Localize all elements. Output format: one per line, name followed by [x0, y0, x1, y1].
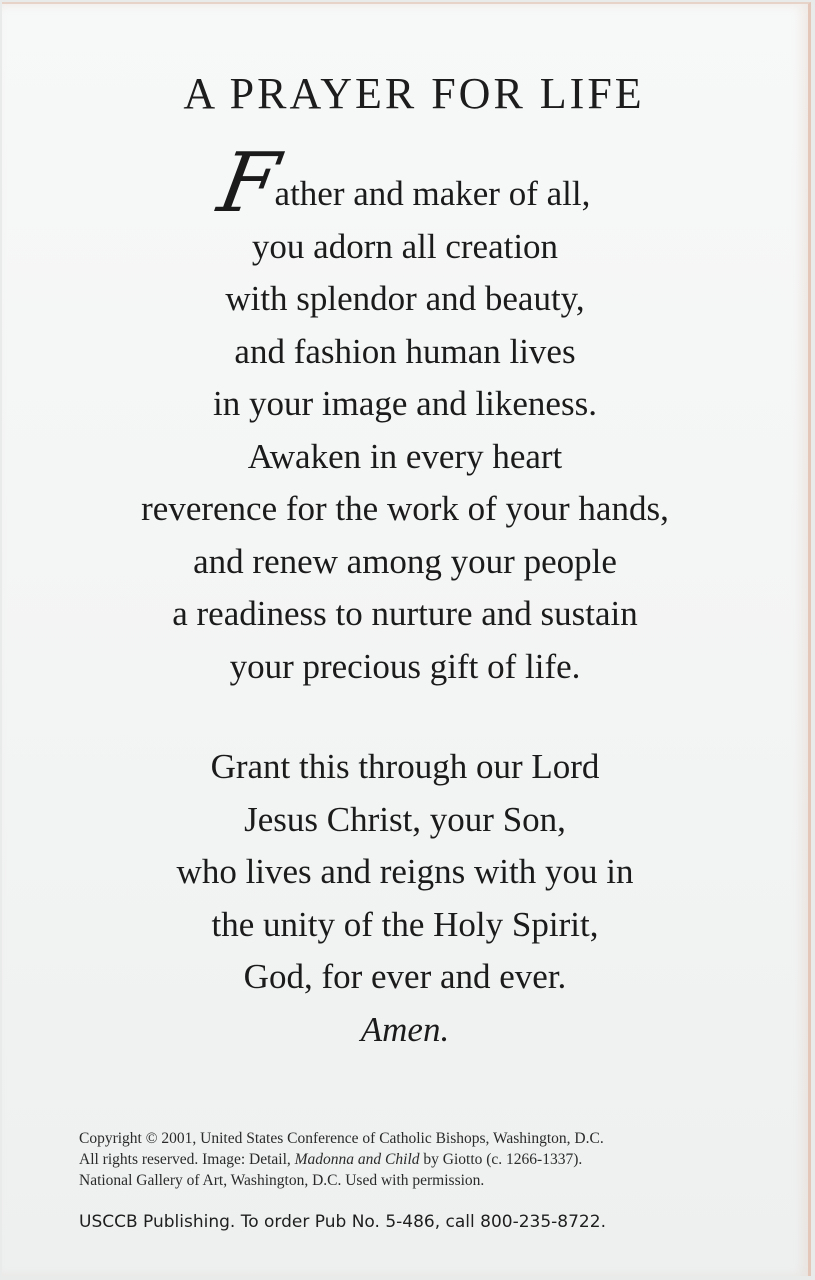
prayer-line: the unity of the Holy Spirit,: [211, 904, 599, 944]
page-title: A PRAYER FOR LIFE: [183, 69, 645, 118]
rights-line: [79, 1149, 768, 1170]
prayer-line: a readiness to nurture and sustain: [172, 594, 638, 633]
prayer-line: and fashion human lives: [234, 331, 576, 371]
prayer-line: your precious gift of life.: [229, 646, 581, 686]
prayer-line: Jesus Christ, your Son,: [244, 799, 566, 839]
prayer-line: in your image and likeness.: [213, 384, 597, 423]
prayer-line: who lives and reigns with you in: [176, 852, 634, 891]
prayer-line: God, for ever and ever.: [243, 957, 567, 996]
prayer-line: reverence for the work of your hands,: [141, 489, 669, 528]
artwork-title: Madonna and Child: [294, 1151, 420, 1168]
prayer-line: Grant this through our Lord: [210, 747, 600, 786]
first-line-text: ather and maker of all,: [274, 174, 591, 213]
prayer-line: you adorn all creation: [251, 226, 559, 266]
rights-text: All rights reserved. Image: Detail,: [79, 1151, 295, 1168]
copyright-notice: [79, 1128, 768, 1191]
drop-cap: F: [211, 136, 285, 231]
prayer-stanza-1: [2, 136, 808, 693]
prayer-line: with splendor and beauty,: [225, 279, 585, 318]
gallery-line: National Gallery of Art, Washington, D.C. Used with permission.: [79, 1172, 485, 1189]
copyright-line: Copyright © 2001, United States Conference of Catholic Bishops, Washington, D.C.: [79, 1130, 604, 1147]
prayer-line: Awaken in every heart: [247, 436, 563, 476]
prayer-card: [2, 2, 811, 1276]
publisher-order-info: USCCB Publishing. To order Pub No. 5-486, call 800-235-8722.: [79, 1212, 606, 1232]
artist-credit: by Giotto (c. 1266-1337).: [419, 1151, 583, 1168]
prayer-first-line: [2, 136, 808, 231]
amen-line: Amen.: [360, 1009, 450, 1049]
prayer-line: and renew among your people: [193, 541, 617, 581]
prayer-stanza-2: [2, 741, 808, 1056]
